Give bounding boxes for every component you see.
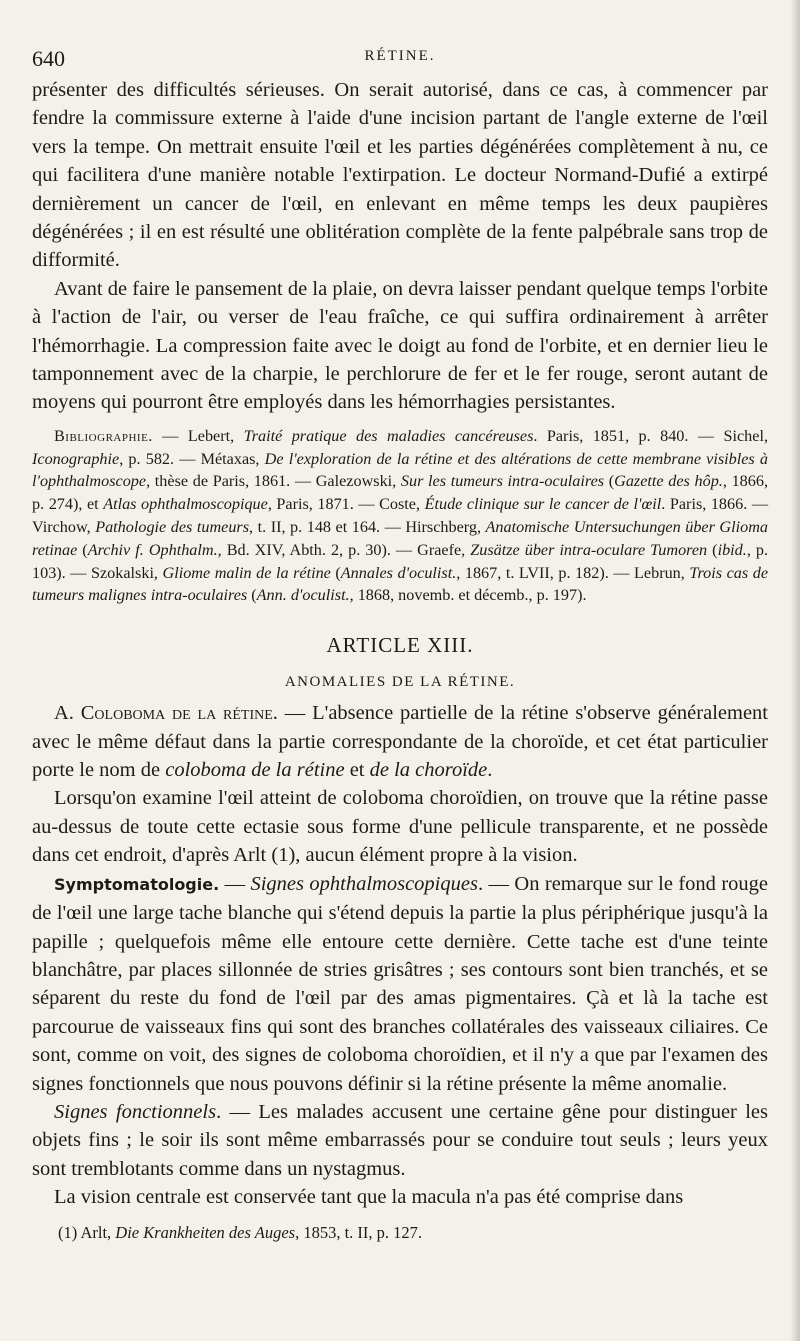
coloboma-text: .	[487, 759, 493, 782]
footnote	[32, 1222, 768, 1244]
biblio-title: Annales d'oculist.	[340, 563, 457, 582]
functional-signs-text: . — Les malades accusent une certaine gêne pour distinguer les objets fins ; le soir ils sont même embarrassés pour se conduire tout seuls ; leurs yeux sont tremblotants comme dans un nystagmus.	[32, 1100, 768, 1180]
biblio-title: Zusätze über intra-oculare Tumoren	[470, 540, 708, 559]
section-title: ANOMALIES DE LA RÉTINE.	[284, 674, 516, 691]
biblio-text: , thèse de Paris, 1861. — Galezowski,	[146, 472, 401, 491]
functional-signs-label: Signes fonctionnels	[54, 1100, 217, 1123]
biblio-text: , Bd. XIV, Abth. 2, p. 30). — Graefe,	[217, 540, 471, 559]
biblio-title: Iconographie	[32, 449, 120, 468]
biblio-title: Ann. d'oculist.	[256, 586, 350, 605]
biblio-title: Gazette des hôp.	[614, 472, 723, 491]
biblio-text: , 1866, p. 274), et	[32, 472, 769, 514]
biblio-title: Gliome malin de la rétine	[162, 563, 331, 582]
biblio-title: Trois cas de tumeurs malignes intra-oculaires	[32, 563, 769, 605]
biblio-text: (	[77, 540, 88, 559]
biblio-title: ibid.	[717, 540, 747, 559]
biblio-text: , 1868, novemb. et décemb., p. 197).	[349, 586, 587, 605]
article-title: ARTICLE XIII.	[326, 633, 474, 658]
symptoms-heading: Signes ophthalmoscopiques	[250, 872, 478, 895]
biblio-text: , Paris, 1871. — Coste,	[267, 495, 425, 514]
biblio-text: . Paris, 1851, p. 840. — Sichel,	[533, 426, 768, 445]
paragraph-coloboma	[32, 699, 768, 784]
footnote-text: (1) Arlt,	[58, 1222, 116, 1242]
paragraph-coloboma-exam: Lorsqu'on examine l'œil atteint de coloboma choroïdien, on trouve que la rétine passe au-dessus de toute cette ectasie sous forme d'une pellicule transparente, et ne possède dans cet endroit, d'après Arlt (1), aucun élément propre à la vision.	[32, 787, 768, 867]
page-header	[32, 40, 768, 76]
biblio-text: — Lebert,	[152, 426, 244, 445]
biblio-title: Pathologie des tumeurs	[95, 518, 250, 537]
coloboma-label: A. Coloboma de la rétine.	[54, 702, 278, 725]
biblio-text: , p. 103). — Szokalski,	[32, 540, 769, 582]
footnote-title: Die Krankheiten des Auges	[115, 1222, 296, 1242]
symptomatologie-label: Symptomatologie.	[54, 874, 220, 894]
biblio-title: Archiv f. Ophthalm.	[87, 540, 218, 559]
biblio-text: , t. II, p. 148 et 164. — Hirschberg,	[249, 518, 486, 537]
paragraph-symptomatologie	[32, 870, 768, 1098]
biblio-title: Anatomische Untersuchungen über Glioma retinae	[32, 518, 768, 559]
biblio-title: Traité pratique des maladies cancéreuses	[243, 426, 534, 445]
biblio-title: Sur les tumeurs intra-oculaires	[400, 472, 605, 491]
biblio-text: (	[330, 563, 341, 582]
biblio-text: (	[247, 586, 257, 605]
footnote-text: , 1853, t. II, p. 127.	[295, 1222, 423, 1242]
symptoms-text: . — On remarque sur le fond rouge de l'œil une large tache blanche qui s'étend depuis la partie la plus périphérique jusqu'à la papille ; quelquefois même elle entoure cette dernière. Cette tache est d'une teinte blanchâtre, par places sillonnée de stries grisâtres ; ses contours sont bien tranchés, et se séparent du reste du fond de l'œil par des amas pigmentaires. Çà et là la tache est parcourue de vaisseaux fins qui sont des branches collatérales des vaisseaux ciliaires. Ce sont, comme on voit, des signes de coloboma choroïdien, et il n'y a que par l'examen des signes fonctionnels que nous pouvons définir si la rétine présente la même anomalie.	[32, 872, 768, 1095]
biblio-text: (	[707, 540, 718, 559]
biblio-text: (	[604, 472, 615, 491]
symptoms-text: —	[219, 872, 251, 895]
bibliography	[32, 425, 768, 607]
coloboma-term: coloboma de la rétine	[165, 759, 345, 782]
running-head: RÉTINE.	[364, 48, 436, 64]
paragraph-extirpation: présenter des difficultés sérieuses. On serait autorisé, dans ce cas, à commencer par fendre la commissure externe à l'aide d'une incision partant de l'angle externe de l'œil vers la tempe. On mettrait ensuite l'œil et les parties dégénérées complètement à nu, ce qui facilitera d'une manière notable l'extirpation. Le docteur Normand-Dufié a extirpé dernièrement un cancer de l'œil, en enlevant en même temps les deux paupières dégénérées ; il en est résulté une oblitération complète de la fente palpébrale sans trop de difformité.	[32, 79, 768, 272]
biblio-text: , 1867, t. LVII, p. 182). — Lebrun,	[456, 563, 690, 582]
biblio-text: , p. 582. — Métaxas,	[119, 449, 265, 468]
biblio-title: De l'exploration de la rétine et des altérations de cette membrane visibles à l'ophthalmoscope	[32, 449, 768, 491]
page-number: 640	[32, 46, 65, 71]
coloboma-term: de la choroïde	[369, 759, 488, 782]
paragraph-hemorrhage: Avant de faire le pansement de la plaie, on devra laisser pendant quelque temps l'orbite à l'action de l'air, ou verser de l'eau fraîche, ce qui suffira ordinairement à arrêter l'hémorrhagie. La compression faite avec le doigt au fond de l'orbite, et en dernier lieu le tamponnement avec de la charpie, le perchlorure de fer et le fer rouge, seront autant de moyens qui pourront être employés dans les hémorrhagies persistantes.	[32, 277, 768, 414]
biblio-title: Étude clinique sur le cancer de l'œil	[424, 495, 662, 514]
paragraph-vision: La vision centrale est conservée tant que la macula n'a pas été comprise dans	[54, 1186, 684, 1209]
bibliography-label: Bibliographie.	[54, 426, 153, 445]
coloboma-text: et	[344, 759, 370, 782]
biblio-text: . Paris, 1866. — Virchow,	[32, 495, 769, 537]
coloboma-text: — L'absence partielle de la rétine s'observe généralement avec le même défaut dans la partie correspondante de la choroïde, et cet état particulier porte le nom de	[32, 702, 768, 782]
paragraph-signes-fonctionnels	[32, 1098, 768, 1183]
biblio-title: Atlas ophthalmoscopique	[103, 495, 268, 514]
